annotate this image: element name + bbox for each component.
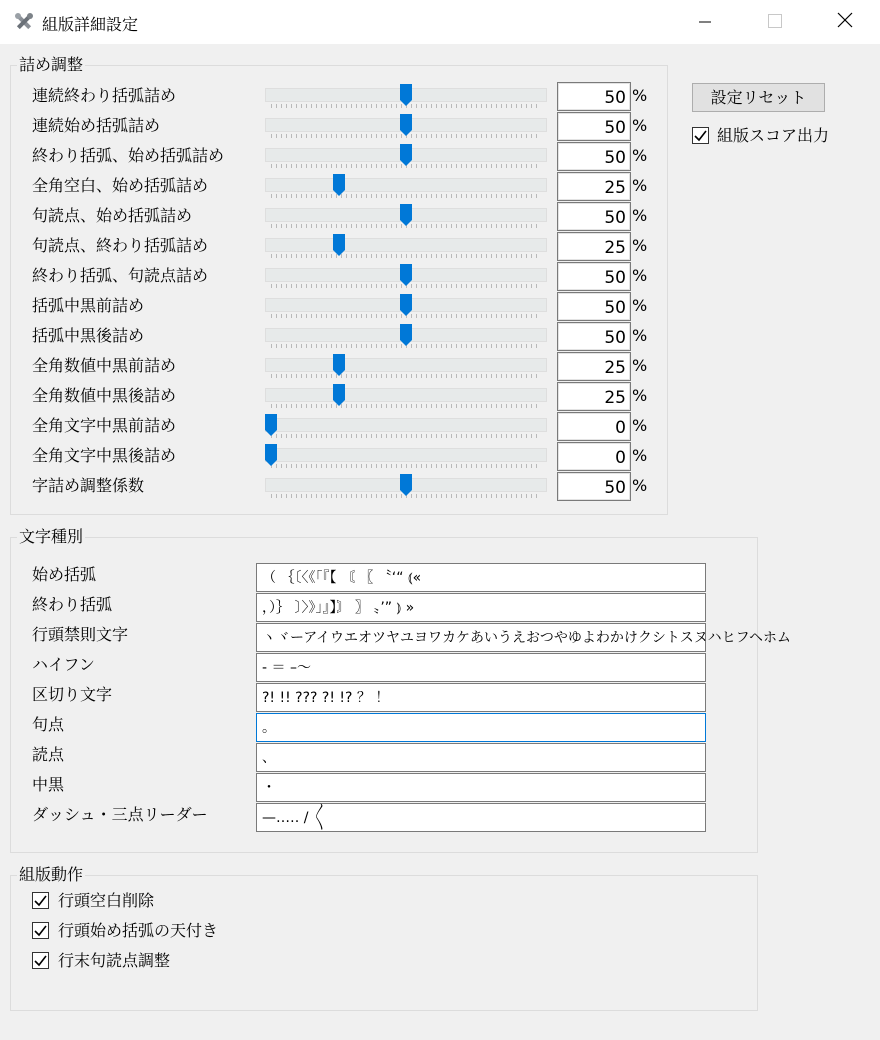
- maximize-button[interactable]: [740, 0, 810, 44]
- kerning-row-label: 全角文字中黒前詰め: [32, 416, 177, 435]
- chartype-row-label: 中黒: [32, 775, 65, 794]
- kerning-slider-thumb[interactable]: [265, 444, 277, 466]
- kerning-value-field[interactable]: 50: [557, 142, 631, 171]
- kerning-slider-track[interactable]: [265, 448, 547, 462]
- kerning-row-label: 全角数値中黒前詰め: [32, 356, 177, 375]
- behavior-checkbox-label: 行頭空白削除: [58, 891, 155, 910]
- close-button[interactable]: [810, 0, 880, 44]
- kerning-row-label: 括弧中黒前詰め: [32, 296, 145, 315]
- kerning-row-label: 終わり括弧、始め括弧詰め: [32, 146, 225, 165]
- behavior-checkbox-label: 行末句読点調整: [58, 951, 171, 970]
- kerning-slider-thumb[interactable]: [400, 294, 412, 316]
- score-output-checkbox[interactable]: [692, 127, 709, 144]
- behavior-checkbox[interactable]: [32, 952, 49, 969]
- kerning-slider-thumb[interactable]: [400, 84, 412, 106]
- checkmark-icon: [33, 953, 48, 968]
- percent-label: %: [632, 236, 648, 255]
- percent-label: %: [632, 266, 648, 285]
- chartype-row-label: 読点: [32, 745, 65, 764]
- kerning-slider-thumb[interactable]: [333, 234, 345, 256]
- chartype-text-field[interactable]: 。: [256, 713, 706, 742]
- kerning-value-field[interactable]: 25: [557, 382, 631, 411]
- kerning-value-field[interactable]: 0: [557, 412, 631, 441]
- chartype-group-label: 文字種別: [19, 527, 84, 546]
- kerning-slider-thumb[interactable]: [400, 204, 412, 226]
- minimize-button[interactable]: [670, 0, 740, 44]
- kerning-slider-thumb[interactable]: [400, 474, 412, 496]
- chartype-text-field[interactable]: 、: [256, 743, 706, 772]
- chartype-text-field[interactable]: （ ｛〔〈《「『【 〘 〖 〝‘“ ⦅«: [256, 563, 706, 592]
- kerning-value-field[interactable]: 50: [557, 202, 631, 231]
- chartype-text-field[interactable]: ・: [256, 773, 706, 802]
- kerning-slider-ticks: [271, 374, 541, 378]
- chartype-row-label: 区切り文字: [32, 685, 113, 704]
- kerning-slider-ticks: [271, 464, 541, 468]
- kerning-slider-thumb[interactable]: [333, 384, 345, 406]
- kerning-value-field[interactable]: 50: [557, 112, 631, 141]
- chartype-text-field[interactable]: ‐ ＝ –〜: [256, 653, 706, 682]
- kerning-row-label: 連続始め括弧詰め: [32, 116, 161, 135]
- kerning-slider-thumb[interactable]: [400, 144, 412, 166]
- kerning-slider-ticks: [271, 434, 541, 438]
- kerning-row-label: 連続終わり括弧詰め: [32, 86, 177, 105]
- chartype-text-field[interactable]: ?! !! ??? ?! !? ？ ！: [256, 683, 706, 712]
- percent-label: %: [632, 116, 648, 135]
- kerning-group-label: 詰め調整: [19, 55, 84, 74]
- kerning-slider-thumb[interactable]: [400, 114, 412, 136]
- kerning-value-field[interactable]: 50: [557, 472, 631, 501]
- kerning-value-field[interactable]: 25: [557, 352, 631, 381]
- kerning-value-field[interactable]: 50: [557, 262, 631, 291]
- chartype-text-field[interactable]: —…‥ / 〳〵: [256, 803, 706, 832]
- kerning-row-label: 括弧中黒後詰め: [32, 326, 145, 345]
- kerning-slider-ticks: [271, 404, 541, 408]
- kerning-slider-ticks: [271, 194, 541, 198]
- chartype-text-field[interactable]: ，）｝ 〕〉》」』】〙 〗 〟’” ⦆ »: [256, 593, 706, 622]
- kerning-slider-track[interactable]: [265, 418, 547, 432]
- behavior-checkbox[interactable]: [32, 922, 49, 939]
- kerning-value-field[interactable]: 50: [557, 322, 631, 351]
- percent-label: %: [632, 296, 648, 315]
- percent-label: %: [632, 176, 648, 195]
- percent-label: %: [632, 356, 648, 375]
- minimize-icon: [699, 13, 711, 32]
- kerning-slider-track[interactable]: [265, 358, 547, 372]
- percent-label: %: [632, 326, 648, 345]
- kerning-slider-thumb[interactable]: [400, 324, 412, 346]
- score-output-label: 組版スコア出力: [717, 126, 830, 145]
- kerning-row-label: 句読点、始め括弧詰め: [32, 206, 193, 225]
- behavior-group-label: 組版動作: [19, 865, 84, 884]
- percent-label: %: [632, 206, 648, 225]
- kerning-row-label: 字詰め調整係数: [32, 476, 145, 495]
- chartype-row-label: 句点: [32, 715, 65, 734]
- chartype-row-label: ダッシュ・三点リーダー: [32, 805, 208, 824]
- kerning-row-label: 全角文字中黒後詰め: [32, 446, 177, 465]
- checkmark-icon: [33, 893, 48, 908]
- percent-label: %: [632, 416, 648, 435]
- kerning-row-label: 全角数値中黒後詰め: [32, 386, 177, 405]
- kerning-row-label: 終わり括弧、句読点詰め: [32, 266, 209, 285]
- maximize-icon: [768, 13, 782, 32]
- kerning-value-field[interactable]: 25: [557, 172, 631, 201]
- reset-settings-button[interactable]: 設定リセット: [692, 83, 825, 112]
- percent-label: %: [632, 476, 648, 495]
- tools-icon: [12, 10, 36, 34]
- chartype-text-field[interactable]: ヽヾーアイウエオツヤユヨワカケあいうえおつやゆよわかけクシトスヌハヒフヘホム: [256, 623, 706, 652]
- kerning-value-field[interactable]: 50: [557, 82, 631, 111]
- percent-label: %: [632, 86, 648, 105]
- kerning-slider-track[interactable]: [265, 388, 547, 402]
- kerning-slider-thumb[interactable]: [333, 174, 345, 196]
- kerning-value-field[interactable]: 0: [557, 442, 631, 471]
- checkmark-icon: [33, 923, 48, 938]
- kerning-slider-thumb[interactable]: [265, 414, 277, 436]
- kerning-row-label: 句読点、終わり括弧詰め: [32, 236, 209, 255]
- percent-label: %: [632, 386, 648, 405]
- behavior-checkbox[interactable]: [32, 892, 49, 909]
- kerning-slider-thumb[interactable]: [333, 354, 345, 376]
- window-title: 組版詳細設定: [42, 15, 139, 34]
- title-bar: [0, 0, 880, 44]
- chartype-row-label: ハイフン: [32, 655, 95, 674]
- kerning-slider-track[interactable]: [265, 178, 547, 192]
- kerning-row-label: 全角空白、始め括弧詰め: [32, 176, 209, 195]
- percent-label: %: [632, 446, 648, 465]
- kerning-slider-ticks: [271, 254, 541, 258]
- percent-label: %: [632, 146, 648, 165]
- kerning-value-field[interactable]: 50: [557, 292, 631, 321]
- chartype-row-label: 行頭禁則文字: [32, 625, 129, 644]
- chartype-row-label: 始め括弧: [32, 565, 97, 584]
- kerning-value-field[interactable]: 25: [557, 232, 631, 261]
- checkmark-icon: [693, 128, 708, 143]
- behavior-checkbox-label: 行頭始め括弧の天付き: [58, 921, 219, 940]
- chartype-row-label: 終わり括弧: [32, 595, 113, 614]
- kerning-slider-thumb[interactable]: [400, 264, 412, 286]
- close-icon: [837, 12, 853, 32]
- kerning-slider-track[interactable]: [265, 238, 547, 252]
